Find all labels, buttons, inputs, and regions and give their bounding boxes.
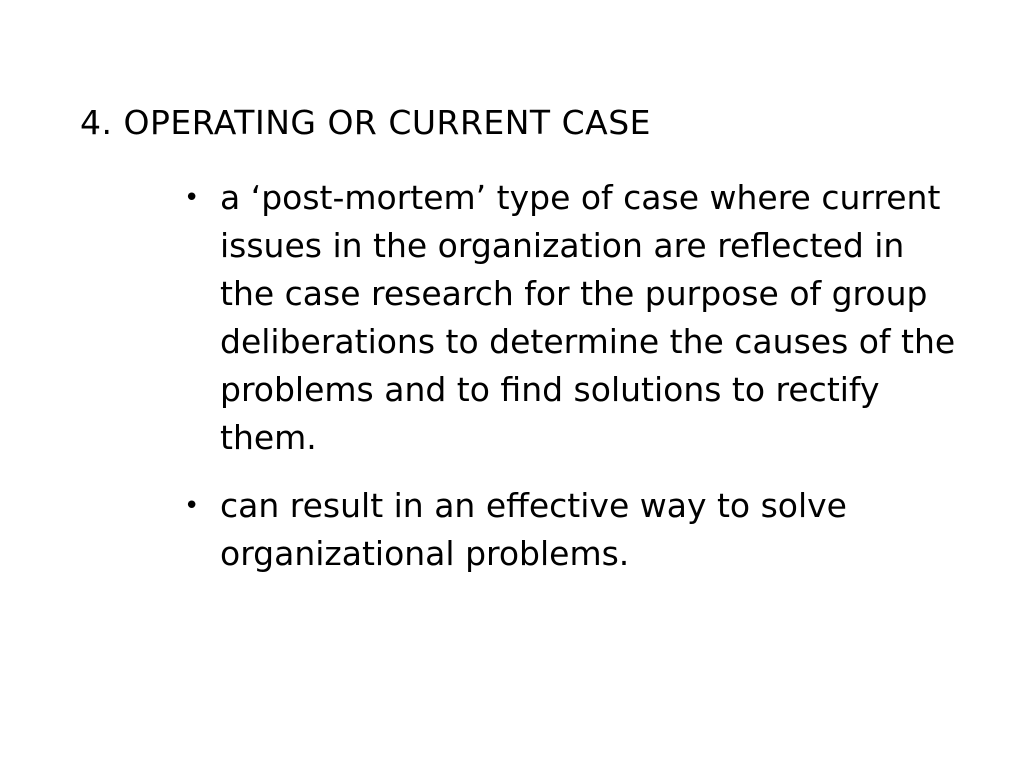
bullet-list — [180, 174, 960, 598]
bullet-item — [180, 174, 960, 462]
bullet-icon: • — [184, 183, 200, 213]
bullet-text: a ‘post-mortem’ type of case where current issues in the organization are reflected in the case research for the purpose of group deliberations to determine the causes of the problems and to find solutions to rectify them. — [220, 178, 956, 457]
slide-title: 4. OPERATING OR CURRENT CASE — [80, 103, 651, 142]
bullet-icon: • — [184, 491, 200, 521]
bullet-text: can result in an effective way to solve organizational problems. — [220, 486, 847, 573]
bullet-item — [180, 482, 960, 578]
